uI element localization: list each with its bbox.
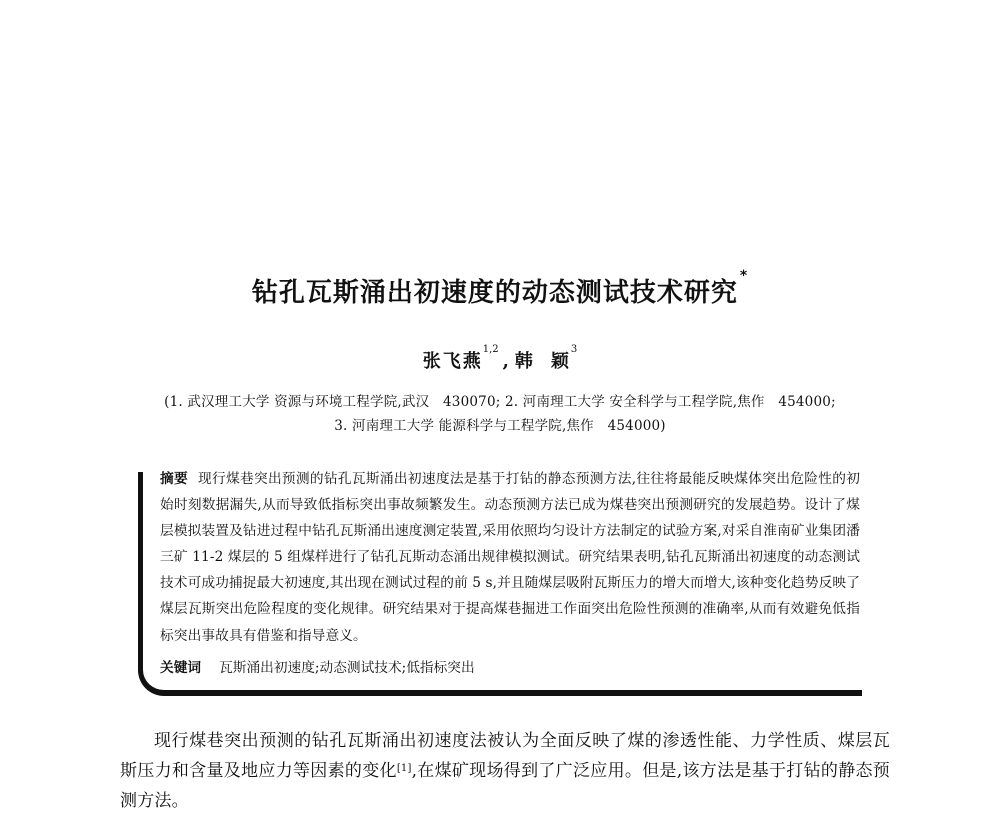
body-text-continued: ,在煤矿现场得到了广泛应用。但是,该方法是基于打钻的静态预测方法。: [120, 761, 890, 811]
paper-title: [0, 268, 1000, 309]
author-affiliation-index: 1,2: [482, 344, 499, 355]
abstract: [160, 466, 860, 649]
citation-ref[interactable]: [1]: [396, 763, 412, 774]
keywords-label: 关键词: [160, 660, 202, 676]
title-text: 钻孔瓦斯涌出初速度的动态测试技术研究: [251, 278, 738, 308]
author-line: [0, 344, 1000, 373]
abstract-label: 摘要: [160, 471, 188, 487]
body-text: 现行煤巷突出预测的钻孔瓦斯涌出初速度法被认为全面反映了煤的渗透性能、力学性质、煤层瓦斯压力和含量及地应力等因素的变化: [120, 731, 890, 781]
title-footnote-mark: *: [739, 268, 749, 284]
affiliation-line-1: (1. 武汉理工大学 资源与环境工程学院,武汉 430070; 2. 河南理工大学 安全科学与工程学院,焦作 454000;: [164, 394, 836, 410]
author-affiliation-index: 3: [570, 344, 578, 355]
author-name: 张飞燕: [422, 351, 483, 372]
affiliation-line-2: 3. 河南理工大学 能源科学与工程学院,焦作 454000): [334, 418, 666, 434]
abstract-body: 现行煤巷突出预测的钻孔瓦斯涌出初速度法是基于打钻的静态预测方法,往往将最能反映煤体突出危险性的初始时刻数据漏失,从而导致低指标突出事故频繁发生。动态预测方法已成为煤巷突出预测研究的发展趋势。设计了煤层模拟装置及钻进过程中钻孔瓦斯涌出速度测定装置,采用依照均匀设计方法制定的试验方案,对采自淮南矿业集团潘三矿 11-2 煤层的 5 组煤样进行了钻孔瓦斯动态涌出规律模拟测试。研究结果表明,钻孔瓦斯涌出初速度的动态测试技术可成功捕捉最大初速度,其出现在测试过程的前 5 s,并且随煤层吸附瓦斯压力的增大而增大,该种变化趋势反映了煤层瓦斯突出危险程度的变化规律。研究结果对于提高煤巷掘进工作面突出危险性预测的准确率,从而有效避免低指标突出事故具有借鉴和指导意义。: [160, 471, 860, 644]
body-paragraph: [120, 726, 890, 816]
keywords: [160, 656, 860, 676]
author-name-part: 颖: [550, 351, 571, 372]
keywords-text: 瓦斯涌出初速度;动态测试技术;低指标突出: [219, 660, 475, 676]
author-name-part: 韩: [514, 351, 535, 372]
author-separator: ,: [502, 351, 511, 372]
